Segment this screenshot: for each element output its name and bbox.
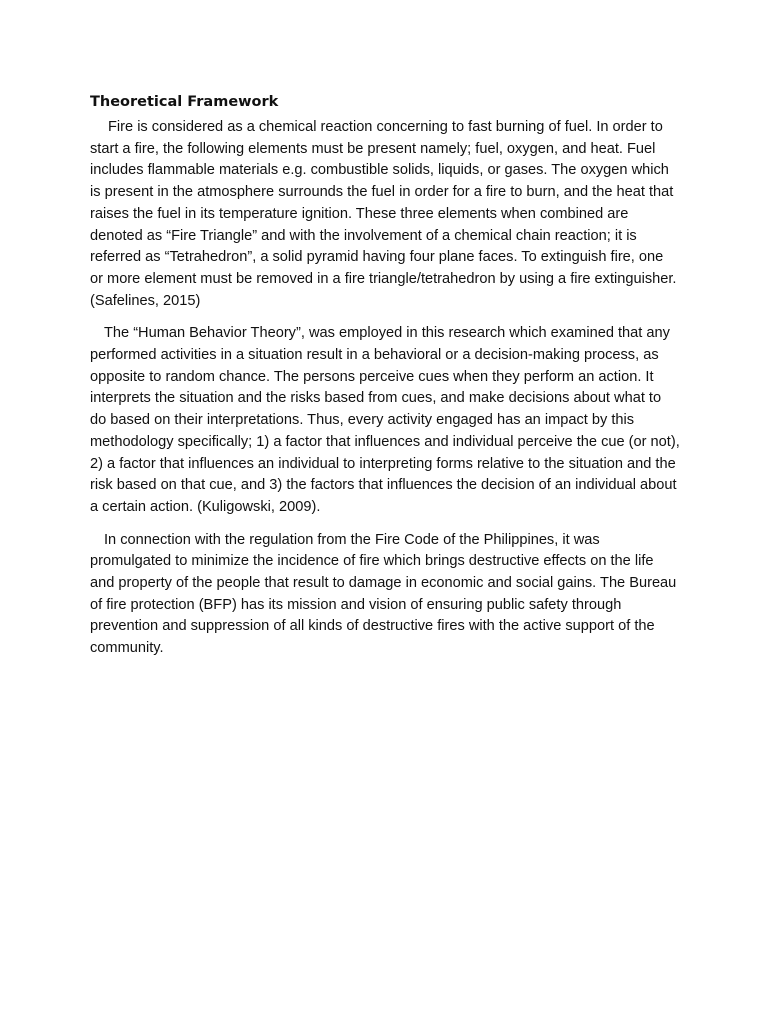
paragraph-fire-code: In connection with the regulation from the Fire Code of the Philippines, it was promulgated to minimize the incidence of fire which brings destructive effects on the life and property of the people that result to damage in economic and social gains. The Bureau of fire protection (BFP) has its mission and vision of ensuring public safety through prevention and suppression of all kinds of destructive fires with the active support of the community. (90, 531, 677, 657)
paragraph-fire-triangle: Fire is considered as a chemical reaction concerning to fast burning of fuel. In order to start a fire, the following elements must be present namely; fuel, oxygen, and heat. Fuel includes flammable materials e.g. combustible solids, liquids, or gases. The oxygen which is present in the atmosphere surrounds the fuel in order for a fire to burn, and the heat that raises the fuel in its temperature ignition. These three elements when combined are denoted as “Fire Triangle” and with the involvement of a chemical chain reaction; it is referred as “Tetrahedron”, a solid pyramid having four plane faces. To extinguish fire, one or more element must be removed in a fire triangle/tetrahedron by using a fire extinguisher. (Safelines, 2015) (90, 119, 677, 309)
section-heading: Theoretical Framework (90, 94, 279, 110)
document-page (90, 90, 680, 671)
paragraph-human-behavior-theory: The “Human Behavior Theory”, was employed in this research which examined that any performed activities in a situation result in a behavioral or a decision-making process, as opposite to random chance. The persons perceive cues when they perform an action. It interprets the situation and the risks based from cues, and make decisions about what to do based on their interpretations. Thus, every activity engaged has an impact by this methodology specifically; 1) a factor that influences and individual perceive the cue (or not), 2) a factor that influences an individual to interpreting forms relative to the situation and the risk based on that cue, and 3) the factors that influences the decision of an individual about a certain action. (Kuligowski, 2009). (90, 325, 680, 515)
